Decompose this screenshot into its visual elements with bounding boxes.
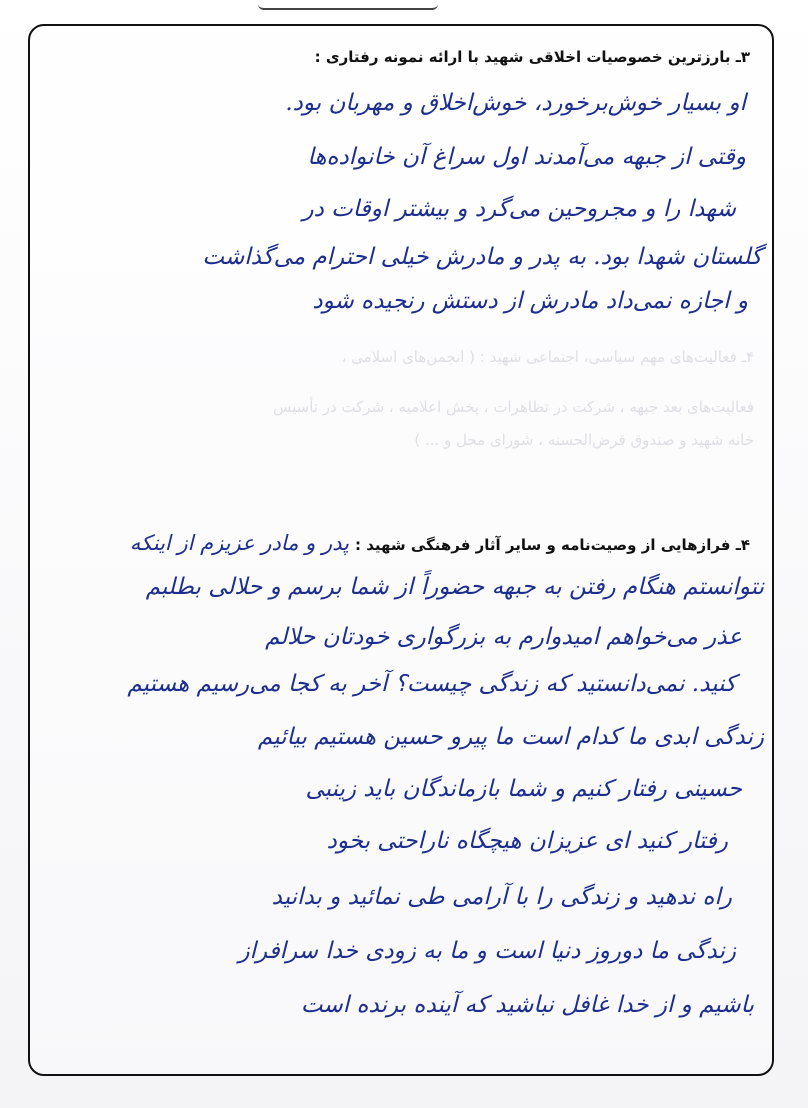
section3-line: و اجازه نمی‌داد مادرش از دستش رنجیده شود xyxy=(312,288,748,314)
section4-heading: ۴ـ فرازهایی از وصیت‌نامه و سایر آثار فرهنگی شهید : xyxy=(354,536,750,554)
section4-line: کنید. نمی‌دانستید که زندگی چیست؟ آخر به کجا می‌رسیم هستیم xyxy=(127,671,736,697)
section4-line: عذر می‌خواهم امیدوارم به بزرگواری خودتان حلالم xyxy=(265,624,742,650)
section3-heading: ۳ـ بارزترین خصوصیات اخلاقی شهید با ارائه نمونه رفتاری : xyxy=(314,48,750,66)
section4-line: حسینی رفتار کنیم و شما بازماندگان باید زینبی xyxy=(305,776,742,802)
page-top-tab xyxy=(258,0,438,10)
background-text-line: خانه شهید و صندوق قرض‌الحسنه ، شورای محل و ... ) xyxy=(414,431,754,449)
section4-line: زندگی ابدی ما کدام است ما پیرو حسین هستیم بیائیم xyxy=(257,724,764,750)
section3-line: وقتی از جبهه می‌آمدند اول سراغ آن خانواده‌ها xyxy=(307,144,746,170)
background-text-line: فعالیت‌های بعد جبهه ، شرکت در تظاهرات ، پخش اعلامیه ، شرکت در تأسیس xyxy=(273,398,754,416)
section4-line: رفتار کنید ای عزیزان هیچگاه ناراحتی بخود xyxy=(326,828,728,854)
section3-line: گلستان شهدا بود. به پدر و مادرش خیلی احترام می‌گذاشت xyxy=(202,244,762,270)
section3-line: شهدا را و مجروحین می‌گرد و بیشتر اوقات در xyxy=(302,196,736,222)
background-text-line: ۴ـ فعالیت‌های مهم سیاسی، اجتماعی شهید : ( انجمن‌های اسلامی ، xyxy=(341,348,754,366)
section4-heading-row xyxy=(130,531,750,555)
section4-heading-handwritten: پدر و مادر عزیزم از اینکه xyxy=(129,531,349,555)
section4-line: نتوانستم هنگام رفتن به جبهه حضوراً از شما برسم و حلالی بطلبم xyxy=(145,574,764,600)
section4-line: باشیم و از خدا غافل نباشید که آینده برنده است xyxy=(300,992,754,1018)
form-frame xyxy=(28,24,774,1076)
section3-line: او بسیار خوش‌برخورد، خوش‌اخلاق و مهربان بود. xyxy=(285,90,746,116)
section4-line: زندگی ما دوروز دنیا است و ما به زودی خدا سرافراز xyxy=(238,938,736,964)
section4-line: راه ندهید و زندگی را با آرامی طی نمائید و بدانید xyxy=(271,884,732,910)
